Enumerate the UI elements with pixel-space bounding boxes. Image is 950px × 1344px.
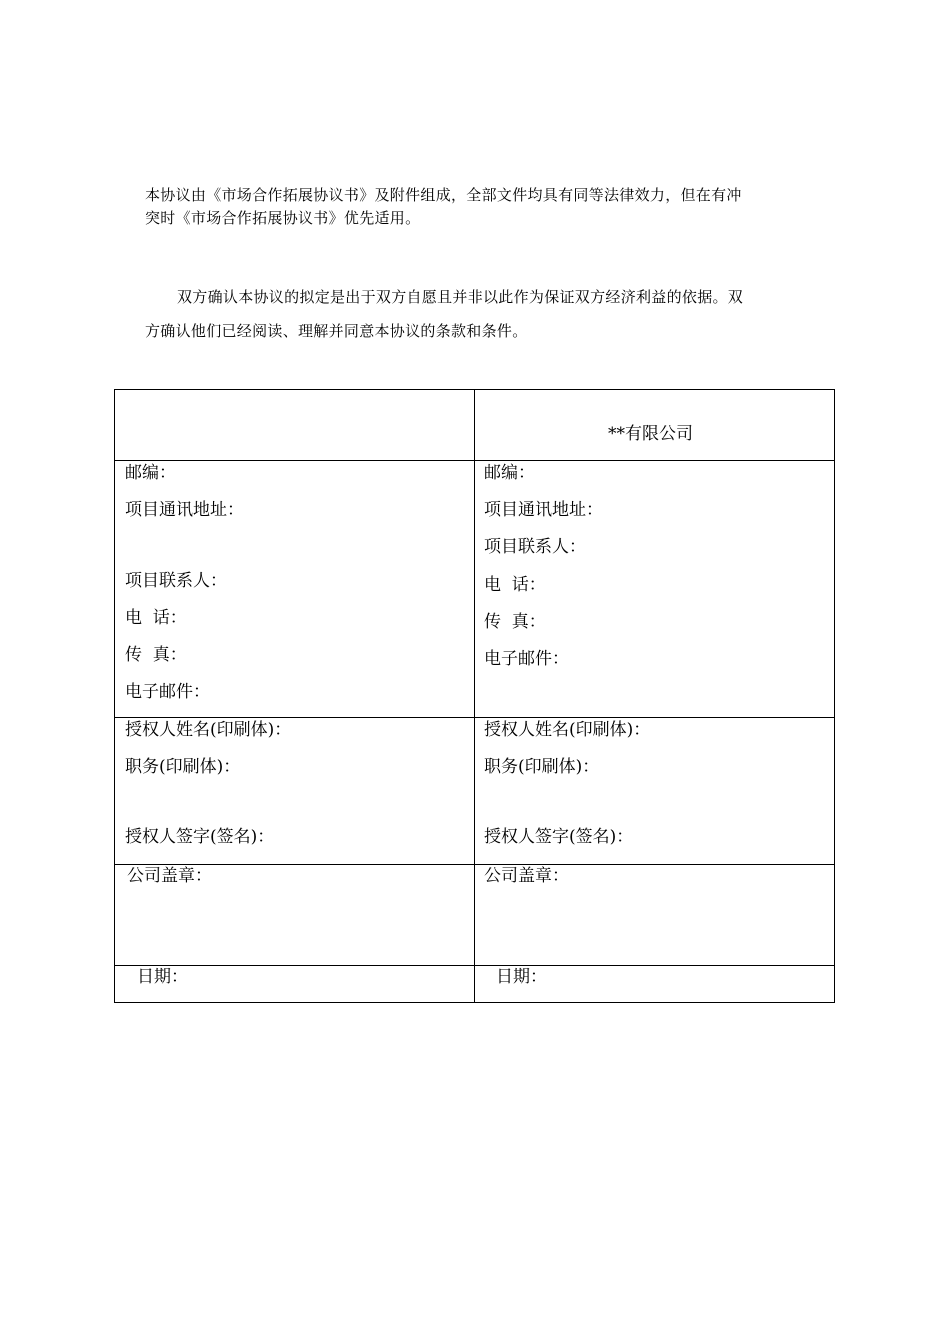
row-divider-authorization (115, 864, 834, 865)
party-b-company-name: **有限公司 (608, 424, 693, 444)
left-date-label: 日期： (137, 967, 188, 987)
clause-1-line-2: 突时《市场合作拓展协议书》优先适用。 (145, 209, 421, 227)
left-email-label: 电子邮件： (125, 682, 210, 702)
right-fax-label: 传 真： (484, 612, 546, 632)
right-auth-name-label: 授权人姓名(印刷体)： (484, 720, 651, 740)
row-divider-contact (115, 717, 834, 718)
row-divider-header (115, 460, 834, 461)
left-postcode-label: 邮编： (125, 463, 176, 483)
right-signature-label: 授权人签字(签名)： (484, 827, 634, 847)
left-phone-label: 电 话： (125, 608, 187, 628)
right-phone-label: 电 话： (484, 575, 546, 595)
left-contact-label: 项目联系人： (125, 571, 227, 591)
right-postcode-label: 邮编： (484, 463, 535, 483)
right-date-label: 日期： (496, 967, 547, 987)
clause-2-line-2: 方确认他们已经阅读、理解并同意本协议的条款和条件。 (145, 322, 528, 340)
left-auth-name-label: 授权人姓名(印刷体)： (125, 720, 292, 740)
right-address-label: 项目通讯地址： (484, 500, 603, 520)
left-address-label: 项目通讯地址： (125, 500, 244, 520)
right-email-label: 电子邮件： (484, 649, 569, 669)
left-fax-label: 传 真： (125, 645, 187, 665)
column-divider (474, 390, 475, 1002)
right-seal-label: 公司盖章： (484, 866, 569, 886)
left-seal-label: 公司盖章： (127, 866, 212, 886)
clause-paragraph-1 (145, 184, 805, 230)
right-position-label: 职务(印刷体)： (484, 757, 600, 777)
clause-paragraph-2 (145, 280, 805, 348)
right-contact-label: 项目联系人： (484, 537, 586, 557)
clause-2-line-1: 双方确认本协议的拟定是出于双方自愿且并非以此作为保证双方经济利益的依据。双 (177, 288, 744, 306)
left-position-label: 职务(印刷体)： (125, 757, 241, 777)
row-divider-seal (115, 965, 834, 966)
clause-1-line-1: 本协议由《市场合作拓展协议书》及附件组成，全部文件均具有同等法律效力，但在有冲 (145, 186, 742, 204)
signature-table (114, 389, 835, 1003)
left-signature-label: 授权人签字(签名)： (125, 827, 275, 847)
